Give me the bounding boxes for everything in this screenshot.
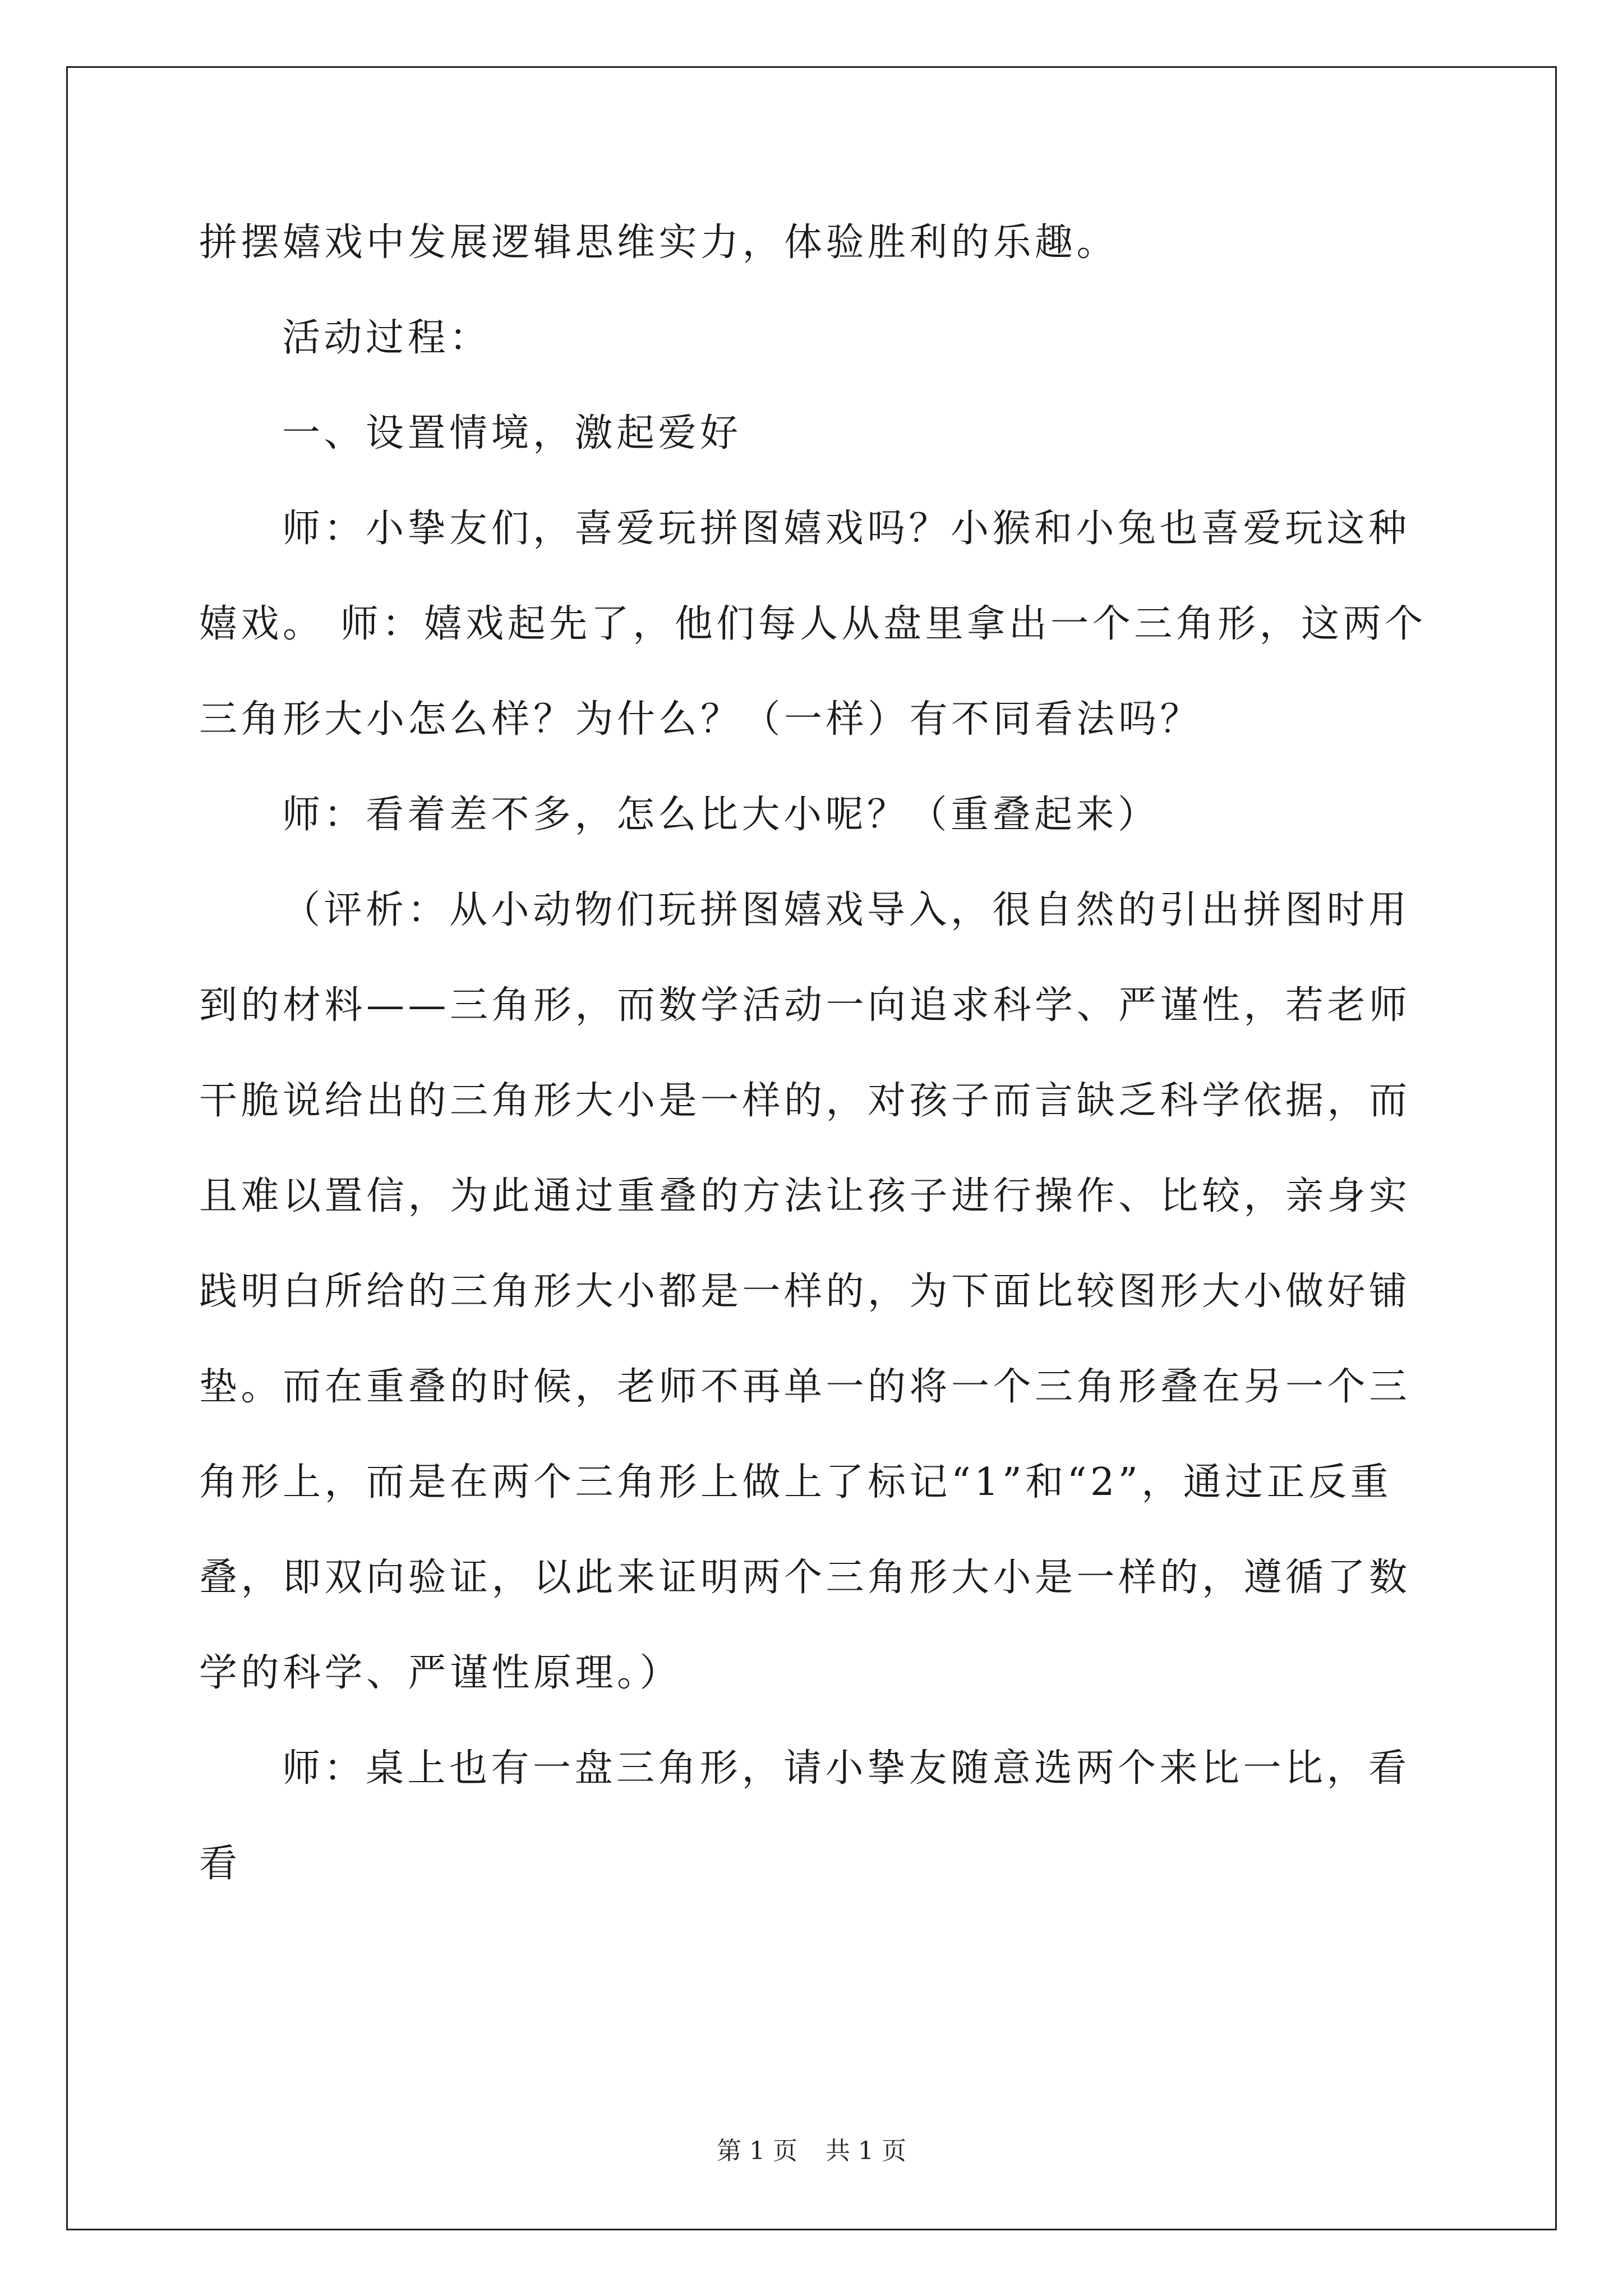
page-number: 第 1 页 — [717, 2137, 797, 2165]
paragraph-teacher-intro: 师：小挚友们，喜爱玩拼图嬉戏吗？小猴和小兔也喜爱玩这种嬉戏。 师：嬉戏起先了，他们每人从盘里拿出一个三角形，这两个三角形大小怎么样？为什么？（一样）有不同看法吗？ — [199, 507, 1427, 742]
paragraph-teacher-table: 师：桌上也有一盘三角形，请小挚友随意选两个来比一比，看看 — [199, 1746, 1410, 1886]
paragraph-continuation: 拼摆嬉戏中发展逻辑思维实力，体验胜利的乐趣。 — [199, 220, 1119, 265]
page-total: 共 1 页 — [826, 2137, 906, 2165]
document-body — [199, 195, 1427, 1912]
paragraph-teacher-compare: 师：看着差不多，怎么比大小呢？（重叠起来） — [282, 793, 1160, 837]
paragraph-commentary: （评析：从小动物们玩拼图嬉戏导入，很自然的引出拼图时用到的材料——三角形，而数学活动一向追求科学、严谨性，若老师干脆说给出的三角形大小是一样的，对孩子而言缺乏科学依据，而且难以置信，为此通过重叠的方法让孩子进行操作、比较，亲身实践明白所给的三角形大小都是一样的，为下面比较图形大小做好铺垫。而在重叠的时候，老师不再单一的将一个三角形叠在另一个三角形上，而是在两个三角形上做上了标记“1”和“2”，通过正反重叠，即双向验证，以此来证明两个三角形大小是一样的，遵循了数学的科学、严谨性原理。） — [199, 888, 1411, 1695]
paragraph-section-heading: 一、设置情境，激起爱好 — [282, 411, 742, 455]
page-footer — [0, 2134, 1623, 2168]
paragraph-activity-process: 活动过程： — [282, 316, 491, 360]
